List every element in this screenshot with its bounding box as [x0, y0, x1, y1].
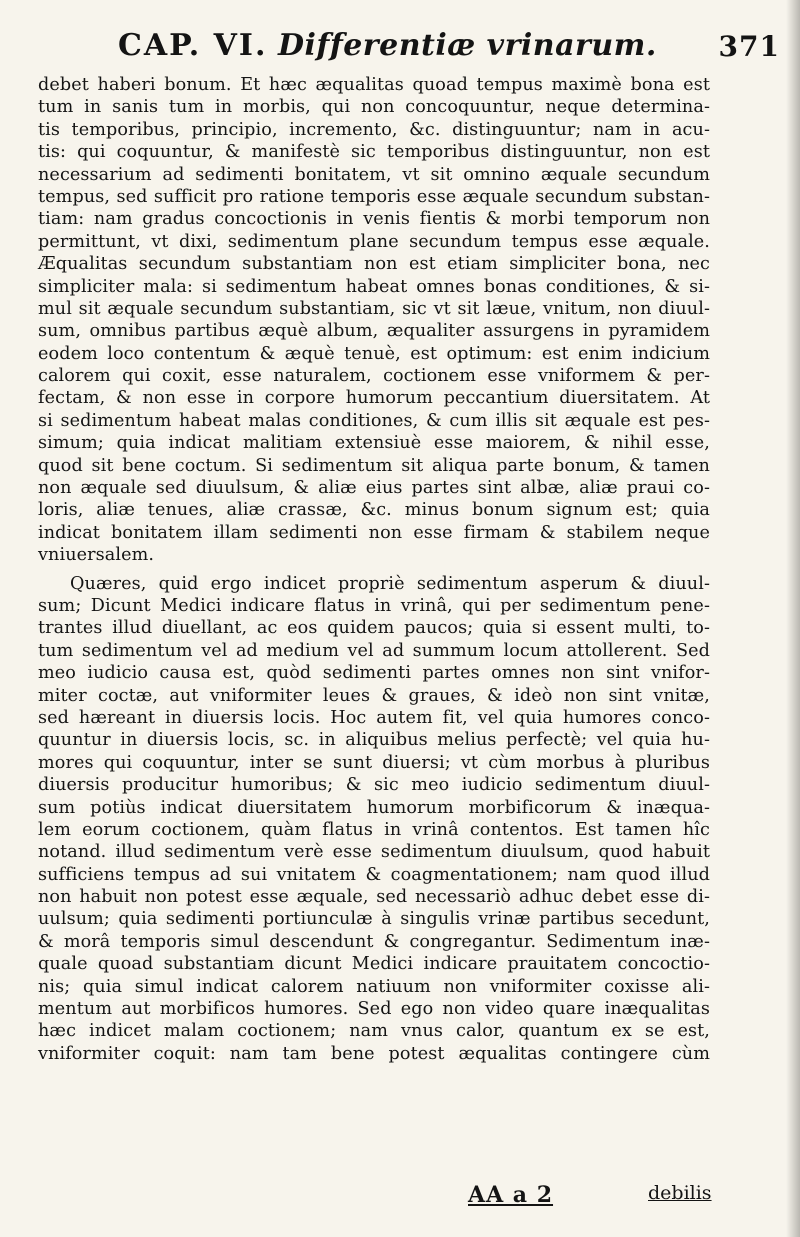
text-line: notand. illud sedimentum verè esse sedimentum diuulsum, quod habuit [38, 842, 710, 863]
signature-mark: AA a 2 [468, 1182, 554, 1208]
text-line: permittunt, vt dixi, sedimentum plane secundum tempus esse æquale. [38, 231, 710, 252]
text-line: indicat bonitatem illam sedimenti non esse firmam & stabilem neque [38, 522, 710, 543]
text-line: tempus, sed sufficit pro ratione temporis esse æquale secundum substan- [38, 186, 710, 207]
text-line: quod sit bene coctum. Si sedimentum sit aliqua parte bonum, & tamen [38, 455, 710, 476]
text-line: tum sedimentum vel ad medium vel ad summum locum attollerent. Sed [38, 640, 710, 661]
chapter-label: CAP. VI. [118, 28, 268, 63]
text-line: vniformiter coquit: nam tam bene potest æqualitas contingere cùm [38, 1043, 710, 1064]
running-header [118, 26, 798, 70]
text-line: Æqualitas secundum substantiam non est etiam simpliciter bona, nec [38, 254, 710, 275]
page-edge-shadow [786, 0, 800, 1237]
text-line: calorem qui coxit, esse naturalem, coctionem esse vniformem & per- [38, 366, 710, 387]
text-line: tiam: nam gradus concoctionis in venis fientis & morbi temporum non [38, 209, 710, 230]
text-line: sum, omnibus partibus æquè album, æqualiter assurgens in pyramidem [38, 321, 710, 342]
paragraph [38, 74, 710, 567]
page-footer [0, 1178, 800, 1218]
text-line: non æquale sed diuulsum, & aliæ eius partes sint albæ, aliæ praui co- [38, 478, 710, 499]
text-line: si sedimentum habeat malas conditiones, & cum illis sit æquale est pes- [38, 410, 710, 431]
text-line: sum potiùs indicat diuersitatem humorum morbificorum & inæqua- [38, 797, 710, 818]
text-line: quale quoad substantiam dicunt Medici indicare prauitatem concoctio- [38, 954, 710, 975]
text-line: vniuersalem. [38, 545, 155, 566]
page-number: 371 [718, 30, 780, 63]
text-line: simpliciter mala: si sedimentum habeat omnes bonas conditiones, & si- [38, 276, 710, 297]
text-line: trantes illud diuellant, ac eos quidem paucos; quia si essent multi, to- [38, 618, 710, 639]
text-line: debet haberi bonum. Et hæc æqualitas quoad tempus maximè bona est [38, 75, 710, 95]
text-line: uulsum; quia sedimenti portiunculæ à singulis vrinæ partibus secedunt, [38, 909, 710, 930]
text-line: nis; quia simul indicat calorem natiuum non vniformiter coxisse ali- [38, 976, 710, 997]
text-line: tis temporibus, principio, incremento, &c. distinguuntur; nam in acu- [38, 119, 710, 140]
text-line: sufficiens tempus ad sui vnitatem & coagmentationem; nam quod illud [38, 864, 710, 885]
text-line: eodem loco contentum & æquè tenuè, est optimum: est enim indicium [38, 343, 710, 364]
text-line: quuntur in diuersis locis, sc. in aliquibus melius perfectè; vel quia hu- [38, 730, 710, 751]
text-line: meo iudicio causa est, quòd sedimenti partes omnes non sint vnifor- [38, 663, 710, 684]
text-line: miter coctæ, aut vniformiter leues & graues, & ideò non sint vnitæ, [38, 685, 710, 706]
paragraph [38, 573, 710, 1066]
text-line: mores qui coquuntur, inter se sunt diuersi; vt cùm morbus à pluribus [38, 752, 710, 773]
body-text [38, 74, 710, 1065]
text-line: sum; Dicunt Medici indicare flatus in vrinâ, qui per sedimentum pene- [38, 595, 710, 616]
running-title: Differentiæ vrinarum. [278, 28, 657, 63]
text-line: tis: qui coquuntur, & manifestè sic temporibus distinguuntur, non est [38, 142, 710, 163]
text-line: hæc indicet malam coctionem; nam vnus calor, quantum ex se est, [38, 1021, 710, 1042]
text-line: sed hæreant in diuersis locis. Hoc autem fit, vel quia humores conco- [38, 707, 710, 728]
text-line: tum in sanis tum in morbis, qui non concoquuntur, neque determina- [38, 97, 710, 118]
text-line: lem eorum coctionem, quàm flatus in vrinâ contentos. Est tamen hîc [38, 819, 710, 840]
catchword: debilis [648, 1182, 712, 1204]
text-line: simum; quia indicat malitiam extensiuè esse maiorem, & nihil esse, [38, 433, 710, 454]
text-line: loris, aliæ tenues, aliæ crassæ, &c. minus bonum signum est; quia [38, 500, 710, 521]
text-line: diuersis producitur humoribus; & sic meo iudicio sedimentum diuul- [38, 775, 710, 796]
text-line: non habuit non potest esse æquale, sed necessariò adhuc debet esse di- [38, 887, 710, 908]
text-line: mul sit æquale secundum substantiam, sic vt sit læue, vnitum, non diuul- [38, 298, 710, 319]
text-line: Quæres, quid ergo indicet propriè sedimentum asperum & diuul- [70, 573, 710, 594]
text-line: mentum aut morbificos humores. Sed ego non video quare inæqualitas [38, 999, 710, 1020]
text-line: & morâ temporis simul descendunt & congregantur. Sedimentum inæ- [38, 931, 710, 952]
text-line: necessarium ad sedimenti bonitatem, vt sit omnino æquale secundum [38, 164, 710, 185]
text-line: fectam, & non esse in corpore humorum peccantium diuersitatem. At [38, 388, 710, 409]
